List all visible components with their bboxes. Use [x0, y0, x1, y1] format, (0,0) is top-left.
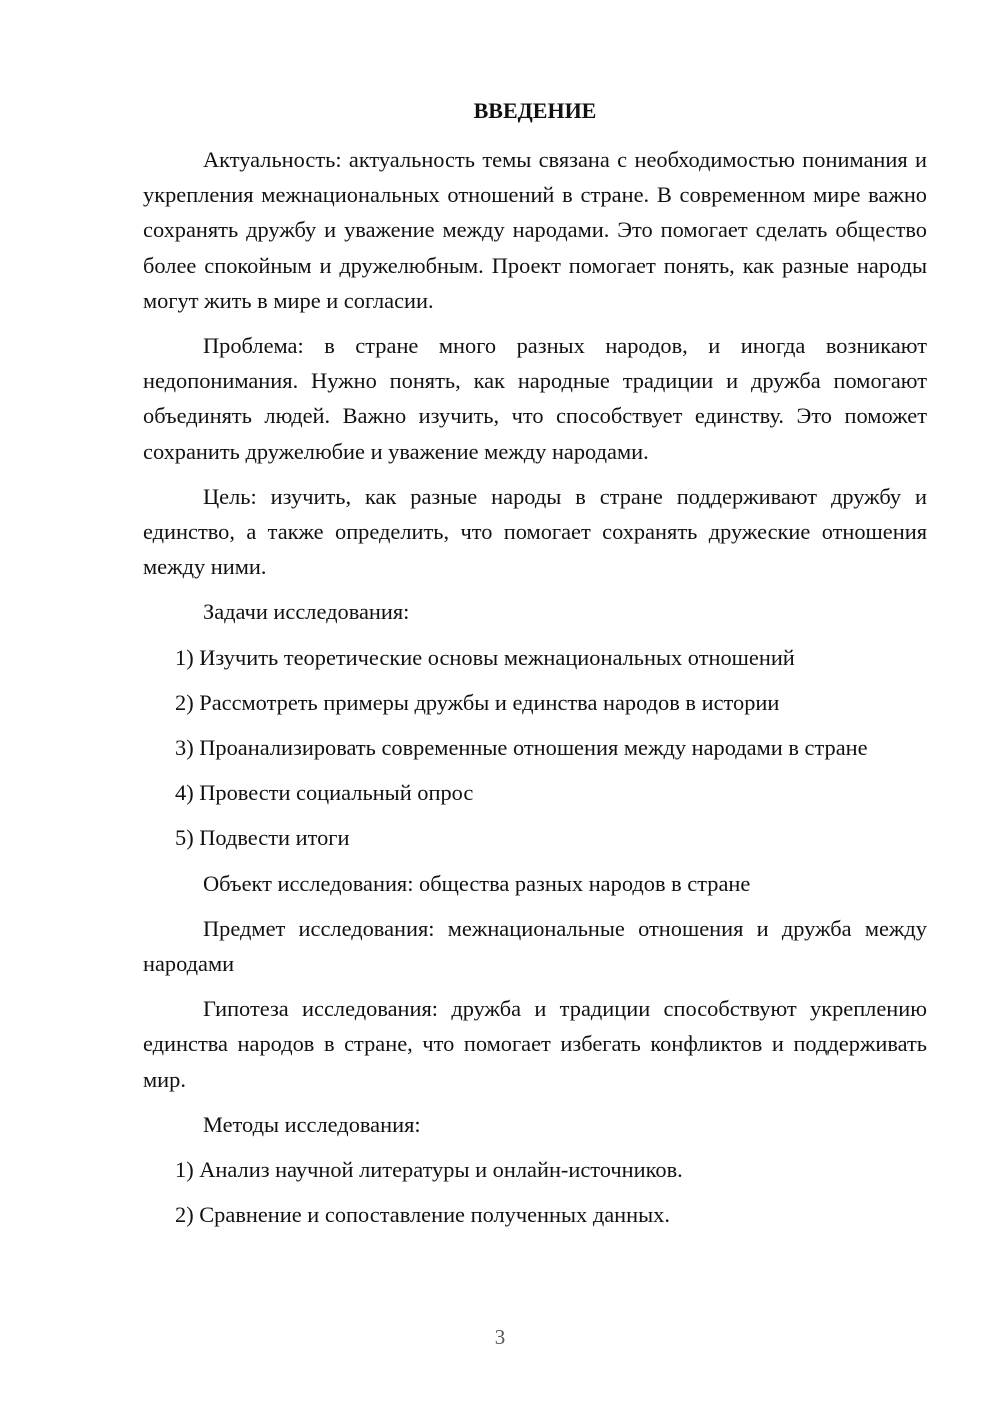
- problem-paragraph: Проблема: в стране много разных народов, и иногда возникают недопонимания. Нужно понять, как народные традиции и дружба помогают объединять людей. Важно изучить, что способствует единству. Это поможет сохранить дружелюбие и уважение между народами.: [143, 333, 927, 464]
- page-content: [143, 94, 927, 1242]
- task-item: 5) Подвести итоги: [175, 825, 350, 851]
- relevance-paragraph: Актуальность: актуальность темы связана с необходимостью понимания и укрепления межнациональных отношений в стране. В современном мире важно сохранять дружбу и уважение между народами. Это помогает сделать общество более спокойным и дружелюбным. Проект помогает понять, как разные народы могут жить в мире и согласии.: [143, 147, 927, 313]
- object-paragraph: Объект исследования: общества разных народов в стране: [203, 870, 751, 896]
- subject-paragraph: Предмет исследования: межнациональные отношения и дружба между народами: [143, 915, 927, 977]
- task-item: 4) Провести социальный опрос: [175, 780, 474, 806]
- tasks-heading: Задачи исследования:: [203, 599, 410, 625]
- task-item: 2) Рассмотреть примеры дружбы и единства народов в истории: [175, 689, 780, 715]
- goal-paragraph: Цель: изучить, как разные народы в стране поддерживают дружбу и единство, а также определить, что помогает сохранять дружеские отношения между ними.: [143, 483, 927, 580]
- section-title: ВВЕДЕНИЕ: [473, 98, 597, 123]
- hypothesis-paragraph: Гипотеза исследования: дружба и традиции способствуют укреплению единства народов в стране, что помогает избегать конфликтов и поддерживать мир.: [143, 996, 927, 1092]
- method-item: 1) Анализ научной литературы и онлайн-источников.: [175, 1157, 683, 1183]
- method-item: 2) Сравнение и сопоставление полученных данных.: [175, 1202, 670, 1228]
- task-item: 1) Изучить теоретические основы межнациональных отношений: [175, 644, 795, 670]
- methods-heading: Методы исследования:: [203, 1111, 421, 1137]
- task-item: 3) Проанализировать современные отношения между народами в стране: [175, 735, 868, 761]
- page-number: 3: [494, 1325, 506, 1349]
